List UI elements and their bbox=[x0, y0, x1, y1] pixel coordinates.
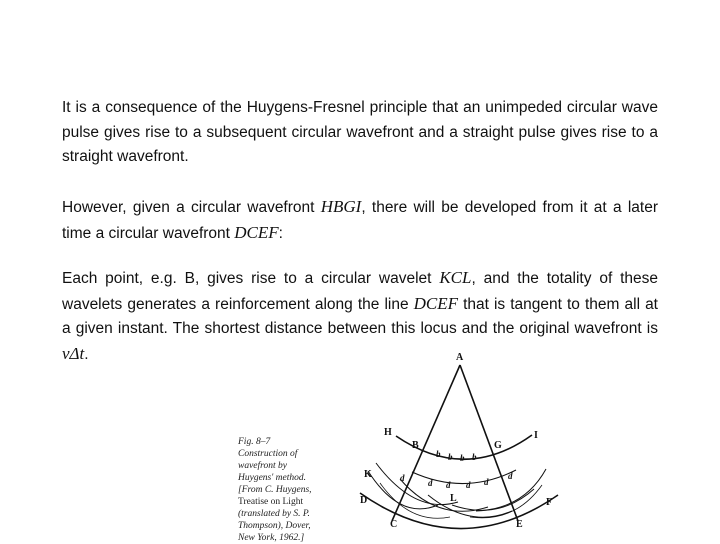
label-small-d: d bbox=[428, 478, 433, 488]
math-v-delta-t: vΔt bbox=[62, 343, 85, 363]
label-e: E bbox=[516, 519, 523, 530]
huygens-diagram bbox=[320, 345, 560, 535]
label-l: L bbox=[450, 493, 457, 504]
caption-fig-number: Fig. 8–7 bbox=[238, 437, 271, 447]
wavelet-arc bbox=[428, 495, 512, 517]
label-k: K bbox=[364, 469, 372, 480]
text-run: that is tangent to them all at a given instant. The shortest distance between this locus and the original wavefront is bbox=[62, 295, 658, 337]
text-run: Each point, e.g. B, gives rise to a circular wavelet bbox=[62, 270, 440, 287]
text-run: , there will be developed from it at a later time a circular wavefront bbox=[62, 199, 658, 242]
wavelet-arc bbox=[380, 483, 450, 518]
cone-line-right bbox=[460, 365, 518, 521]
text-run: However, given a circular wavefront bbox=[62, 199, 321, 216]
caption-publisher: (translated by S. P. Thompson), Dover, New York, 1962.] bbox=[238, 509, 311, 543]
label-small-d: d bbox=[466, 480, 471, 490]
label-small-b: b bbox=[472, 452, 477, 462]
label-small-b: b bbox=[448, 452, 453, 462]
wavelet-arc bbox=[452, 489, 534, 510]
label-small-b: b bbox=[436, 449, 441, 459]
label-b: B bbox=[412, 440, 419, 451]
label-c: C bbox=[390, 519, 398, 530]
paragraph-principle: It is a consequence of the Huygens-Fresnel principle that an unimpeded circular wave pulse gives rise to a subsequent circular wavefront and a straight pulse gives rise to a straight wavefront. bbox=[62, 99, 658, 165]
label-small-d: d bbox=[446, 480, 451, 490]
caption-source: [From C. Huygens, bbox=[238, 485, 312, 495]
label-i: I bbox=[534, 430, 538, 441]
math-dcef: DCEF bbox=[413, 293, 459, 313]
text-run: . bbox=[84, 345, 89, 363]
label-d: D bbox=[360, 495, 368, 506]
label-f: F bbox=[546, 497, 553, 508]
label-small-b: b bbox=[460, 453, 465, 463]
caption-title: Construction of wavefront by Huygens' method. bbox=[238, 449, 306, 483]
label-small-d: d bbox=[484, 477, 489, 487]
label-g: G bbox=[494, 440, 502, 451]
figure-caption bbox=[238, 436, 322, 544]
label-small-d: d bbox=[400, 473, 405, 483]
math-dcef: DCEF bbox=[234, 222, 279, 242]
label-a: A bbox=[456, 352, 464, 363]
paragraph-circular-wavefront bbox=[62, 195, 658, 246]
text-run: : bbox=[278, 224, 283, 242]
text-run: , and the totality of these wavelets generates a reinforcement along the line bbox=[62, 270, 659, 313]
caption-book-title: Treatise on Light bbox=[238, 497, 304, 507]
label-small-d: d bbox=[508, 471, 513, 481]
math-kcl: KCL bbox=[439, 268, 472, 287]
math-hbgi: HBGI bbox=[320, 197, 362, 216]
huygens-construction-figure bbox=[320, 345, 560, 540]
label-h: H bbox=[384, 427, 392, 438]
